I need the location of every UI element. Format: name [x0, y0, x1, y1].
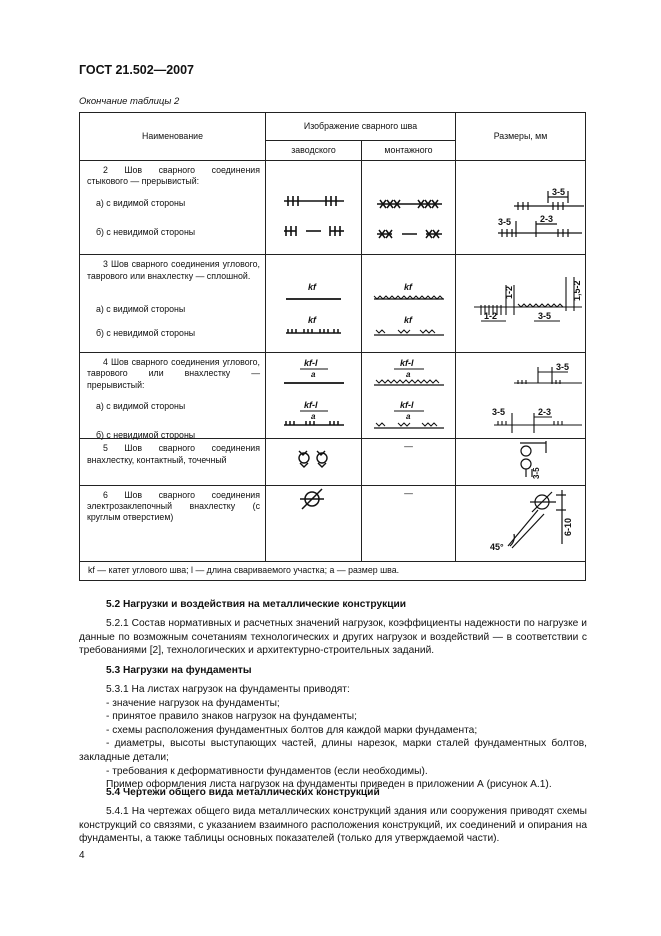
col-header-image: Изображение сварного шва — [266, 113, 456, 141]
kf-l-label: kf-l — [400, 357, 414, 368]
dim-label-1-5-2: 1,5-2 — [572, 280, 582, 302]
col-header-site: монтажного — [362, 141, 456, 161]
butt-intermittent-site-symbol — [362, 161, 455, 251]
paragraph: Пример оформления листа нагрузок на фундаменты приведен в приложении А (рисунок А.1). — [106, 779, 552, 791]
dim-label-3-5: 3-5 — [556, 361, 570, 372]
a-label: a — [311, 411, 316, 421]
row-option-a: а) с видимой стороны — [96, 198, 186, 208]
dim-label-2-3: 2-3 — [540, 214, 554, 224]
list-item: - диаметры, высоты выступающих частей, длины нарезок, марки сталей фундаментных болтов, закладные детали; — [79, 738, 587, 763]
section-5-3-1 — [79, 683, 587, 792]
kf-label: kf — [404, 315, 413, 326]
dim-label-45-deg: 45° — [490, 541, 504, 552]
section-5-2-1 — [79, 617, 587, 658]
paragraph: 5.4.1 На чертежах общего вида металлических конструкций здания или сооружения приводят схемы конструкций со связями, с указанием взаимного расположения конструкций, их соединений и опирания на фундаменты, а также таблицы основных показателей (только для утверждаемой части). — [79, 806, 587, 845]
table-footnote: kf — катет углового шва; l — длина свариваемого участка; а — размер шва. — [80, 562, 586, 581]
kf-label: kf — [308, 282, 317, 293]
row-option-b: б) с невидимой стороны — [96, 429, 196, 440]
dim-label-1-2: 1-2 — [484, 311, 498, 322]
dim-label-1-2: 1-2 — [504, 286, 514, 300]
list-item: - значение нагрузок на фундаменты; — [106, 697, 280, 709]
kf-label: kf — [308, 315, 317, 326]
list-item: - схемы расположения фундаментных болтов для каждой марки фундамента; — [106, 724, 478, 736]
dim-label-6-10: 6-10 — [563, 517, 573, 536]
fillet-continuous-site-symbol — [362, 255, 455, 348]
fillet-continuous-dimensions — [456, 255, 585, 348]
electrorivet-dimensions — [456, 486, 585, 558]
kf-l-label: kf-l — [400, 399, 414, 410]
section-title: 5.2 Нагрузки и воздействия на металлические конструкции — [106, 599, 407, 610]
row-title: 6 Шов сварного соединения электрозаклепочный внахлестку (с круглым отверстием) — [87, 489, 260, 523]
spot-weld-factory-symbol — [266, 439, 361, 481]
list-item: - принятое правило знаков нагрузок на фундаменты; — [106, 711, 357, 723]
row-option-a: а) с видимой стороны — [96, 400, 186, 411]
table-row — [80, 255, 586, 352]
col-header-name: Наименование — [80, 113, 266, 161]
fillet-intermittent-dimensions — [456, 353, 585, 435]
section-5-4 — [79, 786, 587, 800]
table-row — [80, 439, 586, 485]
fillet-intermittent-factory-symbol — [266, 353, 361, 435]
paragraph: 5.3.1 На листах нагрузок на фундаменты приводят: — [106, 684, 350, 695]
section-5-3 — [79, 664, 587, 678]
row-option-b: б) с невидимой стороны — [96, 328, 196, 339]
row-option-a: а) с видимой стороны — [96, 304, 186, 315]
table-row — [80, 485, 586, 561]
a-label: a — [406, 411, 411, 421]
butt-intermittent-factory-symbol — [266, 161, 361, 251]
dim-label-3-5: 3-5 — [498, 217, 512, 227]
list-item: - требования к деформативности фундаментов (если необходимы). — [106, 765, 428, 777]
section-title: 5.4 Чертежи общего вида металлических конструкций — [106, 787, 380, 798]
col-header-dims: Размеры, мм — [456, 113, 586, 161]
spot-weld-dimensions — [456, 439, 585, 481]
section-5-4-1 — [79, 805, 587, 846]
row-title: 2 Шов сварного соединения стыкового — прерывистый: — [87, 165, 260, 187]
dim-label-3-5: 3-5 — [538, 311, 552, 322]
site-dash: — — [362, 439, 456, 485]
dim-label-3-5: 3-5 — [492, 406, 506, 417]
a-label: a — [406, 369, 411, 379]
fillet-continuous-factory-symbol — [266, 255, 361, 348]
kf-l-label: kf-l — [304, 357, 318, 368]
row-option-b: б) с невидимой стороны — [96, 227, 196, 237]
dim-label-3-5: 3-5 — [532, 467, 541, 480]
butt-intermittent-dimensions — [456, 161, 585, 251]
section-5-2 — [79, 598, 587, 612]
kf-l-label: kf-l — [304, 399, 318, 410]
site-dash: — — [362, 485, 456, 561]
row-title: 5 Шов сварного соединения внахлестку, контактный, точечный — [87, 443, 260, 465]
fillet-intermittent-site-symbol — [362, 353, 455, 435]
electrorivet-factory-symbol — [266, 486, 361, 558]
col-header-factory: заводского — [266, 141, 362, 161]
section-title: 5.3 Нагрузки на фундаменты — [106, 665, 252, 676]
page-header: ГОСТ 21.502—2007 — [79, 63, 195, 77]
table-row — [80, 161, 586, 255]
table-continuation-label: Окончание таблицы 2 — [79, 96, 180, 107]
a-label: a — [311, 369, 316, 379]
page-number: 4 — [79, 850, 85, 861]
dim-label-3-5: 3-5 — [552, 187, 566, 197]
paragraph: 5.2.1 Состав нормативных и расчетных значений нагрузок, коэффициенты надежности по нагрузке и данные по возможным сочетаниям технологических и других нагрузок и воздействий — в соответствии с требованиями [2], технологических и архитектурно-строительных заданий. — [79, 618, 587, 657]
row-title: 3 Шов сварного соединения углового, таврового или внахлестку — сплошной. — [87, 259, 260, 281]
kf-label: kf — [404, 282, 413, 293]
table-row — [80, 352, 586, 438]
dim-label-2-3: 2-3 — [538, 406, 552, 417]
row-title: 4 Шов сварного соединения углового, таврового или внахлестку — прерывистый: — [87, 356, 260, 390]
weld-table — [79, 112, 586, 581]
